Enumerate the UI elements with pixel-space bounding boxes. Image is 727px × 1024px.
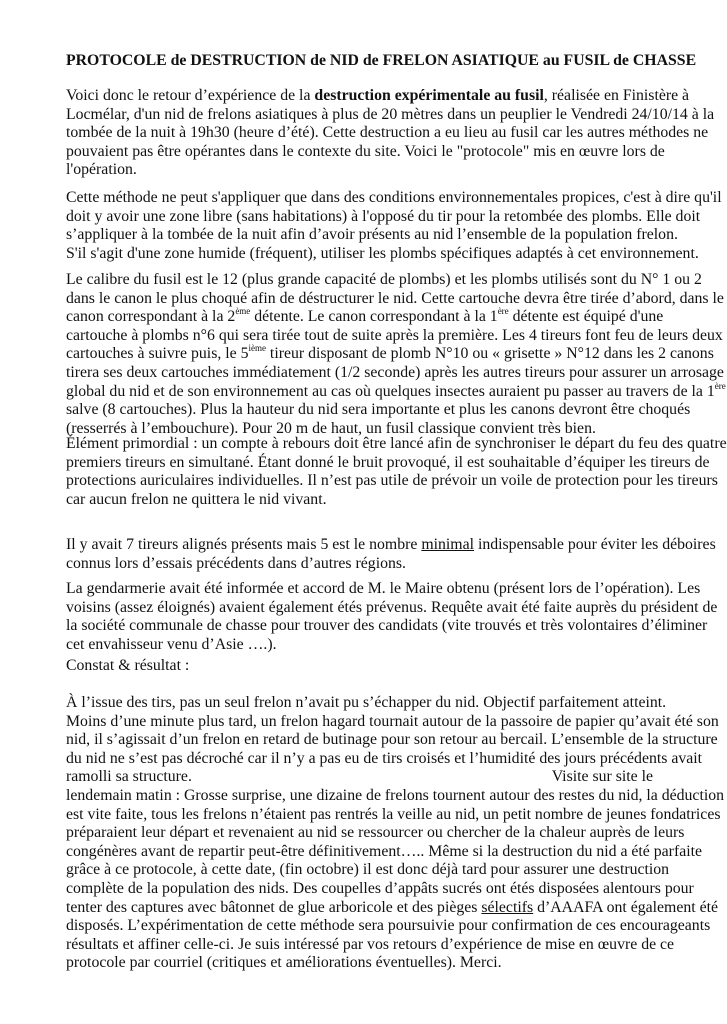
text-line (66, 898, 718, 918)
text-segment: protections auriculaires individuelles. Il n’est pas utile de prévoir un voile de protection pour les tireurs (66, 472, 718, 490)
text-line (66, 768, 653, 787)
text-line (66, 598, 718, 618)
text-line (66, 636, 653, 655)
text-line (66, 142, 665, 162)
text-line (66, 805, 721, 825)
superscript: ère (497, 306, 509, 317)
text-segment: Il y avait 7 tireurs alignés présents mais 5 est le nombre (66, 536, 422, 553)
text-segment: grâce à ce protocole, à cette date, (fin octobre) il est donc déjà tard pour assurer une destruction (66, 861, 670, 879)
text-segment: Moins d’une minute plus tard, un frelon hagard tournait autour de la passoire de papier qu’avait été son (66, 712, 719, 730)
text-segment: du nid ne s’est pas décroché car il n’y a pas eu de tirs croisés et l’humidité des jours précédents avait (66, 749, 703, 767)
text-line (66, 842, 703, 862)
text-segment: À l’issue des tirs, pas un seul frelon n’avait pu s’échapper du nid. Objectif parfaitement atteint. (66, 694, 667, 711)
text-line (66, 694, 667, 713)
text-segment: l'opération. (66, 161, 137, 179)
superscript: ième (248, 343, 266, 354)
element-primordial-paragraph (66, 435, 727, 509)
resultat-paragraph (66, 694, 725, 973)
text-line (66, 824, 685, 843)
text-line (66, 954, 653, 973)
text-segment: dans le canon le plus choqué afin de déstructurer le nid. Cette cartouche devra être tirée d’abord, dans le (66, 289, 724, 307)
text-segment: connus lors d’essais précédents dans d’autres régions. (66, 554, 406, 572)
text-segment: Constat & résultat : (66, 657, 190, 674)
text-segment: nid, il s’agissait d’un frelon en retard de butinage pour son retour au bercail. L’ensemble de la structure (66, 731, 718, 749)
text-segment: cartouches à suivre puis, le 5 (66, 345, 249, 363)
text-line (66, 363, 724, 383)
text-segment: La gendarmerie avait été informée et accord de M. le Maire obtenu (présent lors de l’opération). Les (66, 580, 701, 597)
text-segment: Visite sur site le (551, 768, 653, 786)
calibre-paragraph (66, 271, 726, 438)
text-line (66, 124, 709, 143)
text-segment: Voici donc le retour d’expérience de la (66, 87, 315, 104)
text-segment: s’appliquer à la tombée de la nuit afin d’avoir présents au nid l’ensemble de la population frelon. (66, 226, 678, 244)
text-segment: S'il s'agit d'une zone humide (fréquent), utiliser les plombs spécifiques adaptés à cet environnement. (66, 244, 699, 262)
text-line (66, 380, 726, 402)
text-line (66, 207, 701, 227)
text-line (66, 435, 727, 454)
text-segment: Cette méthode ne peut s'appliquer que dans des conditions environnementales propices, c'est à dire qu'il (66, 189, 722, 206)
text-segment: , réalisée en Finistère à (543, 87, 690, 104)
text-segment: disposés. L’expérimentation de cette méthode sera poursuivie pour confirmation de ces encourageants (66, 917, 711, 935)
text-segment: tenter des captures avec bâtonnet de glue arboricole et des pièges (66, 898, 482, 916)
constat-heading (66, 657, 653, 676)
text-segment: canon correspondant à la 2 (66, 308, 236, 326)
text-line (66, 244, 699, 264)
text-line (66, 87, 690, 106)
text-segment: lendemain matin : Grosse surprise, une dizaine de frelons tournent autour des restes du nid, la déduction (66, 786, 725, 804)
text-segment: global du nid et de son environnement au cas où quelques insectes auraient pu passer au travers de la 1 (66, 382, 715, 400)
document-title (66, 52, 697, 71)
text-segment: ramolli sa structure. (66, 768, 192, 786)
text-segment: Élément primordial : un compte à rebours doit être lancé afin de synchroniser le départ du feu des quatre (66, 435, 727, 452)
text-line (66, 749, 703, 769)
text-line (66, 879, 694, 899)
text-segment: détente. Le canon correspondant à la 1 (250, 308, 498, 326)
underlined-text: minimal (421, 536, 474, 553)
text-line (66, 189, 722, 208)
text-segment: salve (8 cartouches). Plus la hauteur du nid sera importante et plus les canons devront être choqués (66, 401, 691, 419)
tireurs-paragraph (66, 536, 716, 573)
text-line (66, 401, 691, 420)
text-line (66, 343, 714, 364)
text-line (66, 271, 702, 290)
text-line (66, 306, 664, 327)
text-line (66, 786, 725, 806)
text-line (66, 536, 716, 555)
text-line (66, 580, 701, 599)
text-line (66, 617, 708, 636)
text-line (66, 226, 678, 245)
text-segment: Locmélar, d'un nid de frelons asiatiques à plus de 20 mètres dans un peuplier le Vendredi 24/10/14 à la (66, 105, 715, 123)
text-line (66, 917, 711, 936)
text-segment: complète de la population des nids. Des coupelles d’appâts sucrés ont étés disposées alentours pour (66, 879, 694, 897)
text-line (66, 472, 718, 491)
text-segment: (resserrés à l’embouchure). Pour 20 m de haut, un fusil classique convient très bien. (66, 419, 596, 437)
text-segment: préparaient leur départ et revenaient au nid se ressourcer ou chercher de la chaleur auprès de leurs (66, 824, 685, 842)
text-line (66, 491, 653, 510)
text-segment: congénères avant de repartir peut-être définitivement….. Même si la destruction du nid a été parfaite (66, 842, 703, 860)
text-segment: détente est équipé d'une (508, 308, 664, 326)
text-segment: indispensable pour éviter les déboires (474, 536, 716, 553)
text-segment: Le calibre du fusil est le 12 (plus grande capacité de plombs) et les plombs utilisés sont du N° 1 ou 2 (66, 271, 702, 288)
text-line (66, 712, 719, 732)
text-segment: voisins (assez éloignés) avaient également étés prévenus. Requête avait été faite auprès du président de (66, 598, 718, 616)
text-segment: tirera ses deux cartouches immédiatement (1/2 seconde) après les autres tireurs pour assurer un arrosage (66, 363, 724, 381)
text-line (66, 105, 715, 125)
text-line (66, 161, 653, 180)
text-segment: résultats et affiner celle-ci. Je suis intéressé par vos retours d’expérience de mise en œuvre de ce (66, 935, 675, 953)
text-line (66, 657, 653, 676)
text-segment: la société communale de chasse pour trouver des candidats (vite trouvés et très volontaires d’éliminer (66, 617, 708, 635)
text-line (66, 555, 653, 574)
text-segment: premiers tireurs en simultané. Étant donné le bruit provoqué, il est souhaitable d’équiper les tireurs de (66, 453, 710, 471)
text-segment: protocole par courriel (critiques et améliorations éventuelles). Merci. (66, 954, 502, 972)
text-segment: doit y avoir une zone libre (sans habitations) à l'opposé du tir pour la retombée des plombs. Elle doit (66, 207, 701, 225)
text-segment: tireur disposant de plomb N°10 ou « grisette » N°12 dans les 2 canons (265, 345, 714, 363)
text-segment: est vite faite, tous les frelons n’étaient pas rentrés la veille au nid, un petit nombre de jeunes fondatrices (66, 805, 721, 823)
underlined-text: sélectifs (481, 898, 534, 916)
text-segment: cet envahisseur venu d’Asie ….). (66, 635, 277, 653)
bold-text: destruction expérimentale au fusil (314, 87, 544, 104)
text-line (66, 326, 723, 346)
text-line (66, 861, 670, 880)
superscript: ème (235, 306, 251, 317)
text-segment: d’AAAFA ont également été (533, 898, 718, 916)
superscript: ère (714, 380, 726, 391)
text-segment: tombée de la nuit à 19h30 (heure d’été). Cette destruction a eu lieu au fusil car les autres méthodes ne (66, 124, 709, 142)
text-line (66, 731, 718, 750)
text-segment: car aucun frelon ne quittera le nid vivant. (66, 490, 327, 508)
text-segment: pouvaient pas être opérantes dans le contexte du site. Voici le "protocole" mis en œuvre lors de (66, 142, 665, 160)
text-line (66, 453, 710, 473)
text-line (66, 289, 724, 309)
title-text: PROTOCOLE de DESTRUCTION de NID de FRELON ASIATIQUE au FUSIL de CHASSE (66, 52, 697, 69)
text-line (66, 935, 675, 955)
intro-paragraph (66, 87, 715, 180)
text-segment: cartouche à plombs n°6 qui sera tirée tout de suite après la première. Les 4 tireurs font feu de leurs deux (66, 326, 723, 344)
gendarmerie-paragraph (66, 580, 718, 654)
conditions-paragraph (66, 189, 722, 263)
